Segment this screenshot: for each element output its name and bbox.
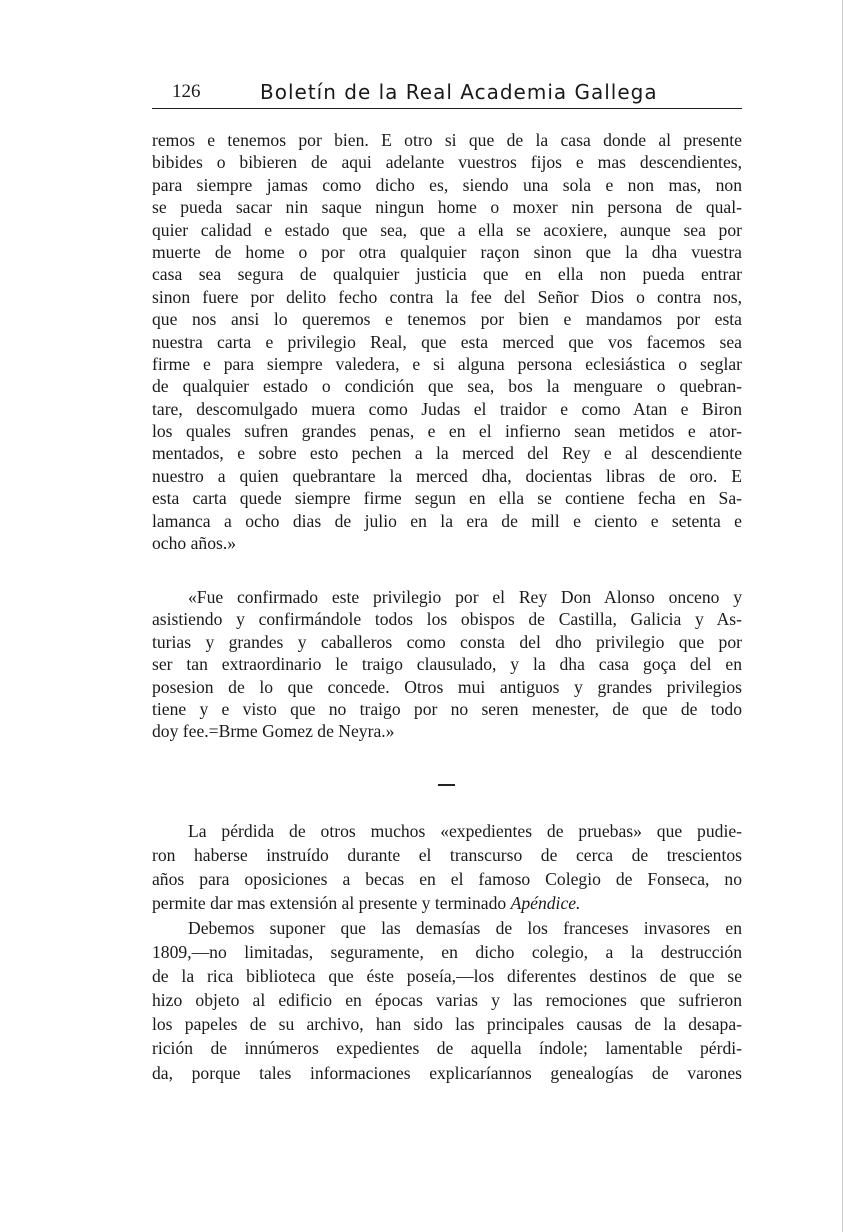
text-line — [152, 891, 742, 915]
text-line: 1809,—no limitadas, seguramente, en dicho colegio, a la destrucción — [152, 942, 742, 963]
paragraph-debemos — [152, 916, 742, 1085]
text-line: ser tan extraordinario le traigo clausulado, y la dha casa goça del en — [152, 654, 742, 675]
text-line: se pueda sacar nin saque ningun home o moxer nin persona de qual- — [152, 197, 742, 218]
text-line: muerte de home o por otra qualquier raçon sinon que la dha vuestra — [152, 241, 742, 262]
text-line: lamanca a ocho dias de julio en la era de mill e ciento e setenta e — [152, 510, 742, 531]
text-line: que nos ansi lo queremos e tenemos por bien e mandamos por esta — [152, 309, 742, 330]
text-line: casa sea segura de qualquier justicia que en ella non pueda entrar — [152, 264, 742, 285]
text-line: de la rica biblioteca que éste poseía,—los diferentes destinos de que se — [152, 966, 742, 987]
paragraph-charter-text — [152, 129, 742, 554]
text-line: esta carta quede siempre firme segun en ella se contiene fecha en Sa- — [152, 488, 742, 509]
running-title: Boletín de la Real Academia Gallega — [260, 80, 658, 104]
section-divider — [438, 784, 455, 786]
text-line: para siempre jamas como dicho es, siendo una sola e non mas, non — [152, 174, 742, 195]
text-line: hizo objeto al edificio en épocas varias y las remociones que sufrieron — [152, 990, 742, 1011]
paragraph-expedientes — [152, 819, 742, 915]
text-line: los quales sufren grandes penas, e en el infierno sean metidos e ator- — [152, 421, 742, 442]
text-line: años para oposiciones a becas en el famoso Colegio de Fonseca, no — [152, 869, 742, 890]
text-line: nuestro a quien quebrantare la merced dha, docientas libras de oro. E — [152, 465, 742, 486]
text-line: quier calidad e estado que sea, que a ella se acoxiere, aunque sea por — [152, 219, 742, 240]
text-line: doy fee.=Brme Gomez de Neyra.» — [152, 721, 395, 742]
text-line: remos e tenemos por bien. E otro si que de la casa donde al presente — [152, 130, 742, 150]
text-line: La pérdida de otros muchos «expedientes de pruebas» que pudie- — [188, 821, 742, 841]
text-line: da, porque tales informaciones explicaríannos genealogías de varones — [152, 1062, 742, 1083]
text-line: turias y grandes y caballeros como consta del dho privilegio que por — [152, 631, 742, 652]
text-line: ron haberse instruído durante el transcurso de cerca de trescientos — [152, 845, 742, 866]
text-line: «Fue confirmado este privilegio por el Rey Don Alonso onceno y — [188, 587, 742, 607]
text-line-segment: permite dar mas extensión al presente y terminado — [152, 893, 507, 914]
text-line: sinon fuere por delito fecho contra la fee del Señor Dios o contra nos, — [152, 286, 742, 307]
text-line: mentados, e sobre esto pechen a la merced del Rey e al descendiente — [152, 443, 742, 464]
italic-word: Apéndice. — [510, 893, 581, 914]
text-line: asistiendo y confirmándole todos los obispos de Castilla, Galicia y As- — [152, 609, 742, 630]
text-line: ocho años.» — [152, 533, 237, 554]
running-header — [152, 78, 742, 109]
scan-edge — [842, 0, 843, 1232]
paragraph-confirmation — [152, 586, 742, 743]
text-line: posesion de lo que concede. Otros mui antiguos y grandes privilegios — [152, 676, 742, 697]
text-line: de qualquier estado o condición que sea, bos la menguare o quebran- — [152, 376, 742, 397]
text-line: bibides o bibieren de aqui adelante vuestros fijos e mas descendientes, — [152, 152, 742, 173]
text-line: los papeles de su archivo, han sido las principales causas de la desapa- — [152, 1014, 742, 1035]
text-line: tare, descomulgado muera como Judas el traidor e como Atan e Biron — [152, 398, 742, 419]
text-line: tiene y e visto que no traigo por no seren menester, de que de todo — [152, 698, 742, 719]
page-number: 126 — [172, 81, 201, 102]
text-line: rición de innúmeros expedientes de aquella índole; lamentable pérdi- — [152, 1038, 742, 1059]
text-line: nuestra carta e privilegio Real, que esta merced que vos facemos sea — [152, 331, 742, 352]
text-line: Debemos suponer que las demasías de los franceses invasores en — [188, 918, 742, 938]
text-line: firme e para siempre valedera, e si alguna persona eclesiástica o seglar — [152, 353, 742, 374]
